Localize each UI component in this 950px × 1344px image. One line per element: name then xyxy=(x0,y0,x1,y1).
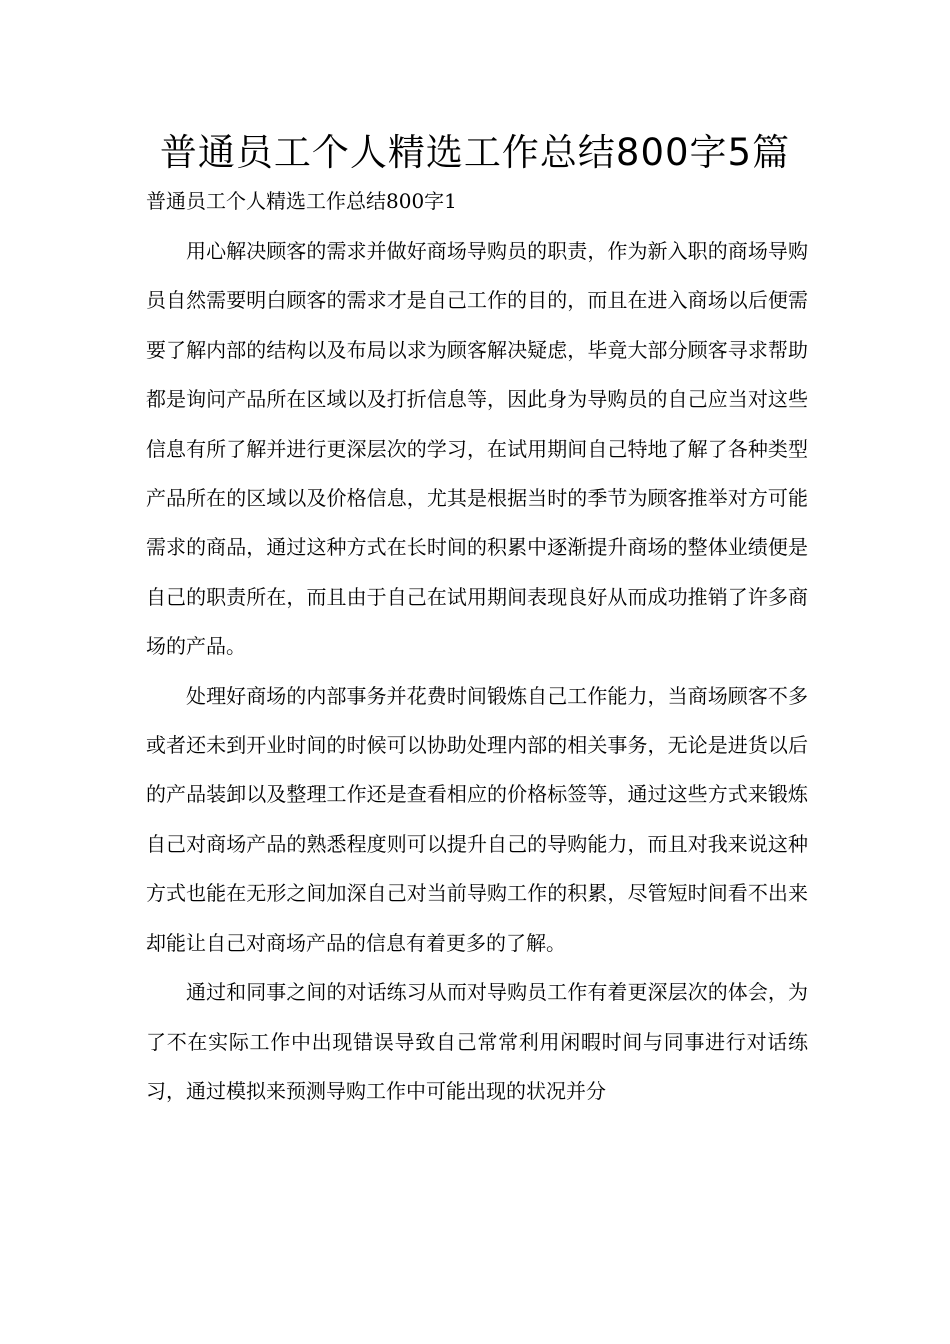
body-paragraph-1: 用心解决顾客的需求并做好商场导购员的职责，作为新入职的商场导购员自然需要明白顾客的需求才是自己工作的目的，而且在进入商场以后便需要了解内部的结构以及布局以求为顾客解决疑虑，毕竟大部分顾客寻求帮助都是询问产品所在区域以及打折信息等，因此身为导购员的自己应当对这些信息有所了解并进行更深层次的学习，在试用期间自己特地了解了各种类型产品所在的区域以及价格信息，尤其是根据当时的季节为顾客推举对方可能需求的商品，通过这种方式在长时间的积累中逐渐提升商场的整体业绩便是自己的职责所在，而且由于自己在试用期间表现良好从而成功推销了许多商场的产品。 xyxy=(146,239,808,659)
body-paragraph-3: 通过和同事之间的对话练习从而对导购员工作有着更深层次的体会，为了不在实际工作中出现错误导致自己常常利用闲暇时间与同事进行对话练习，通过模拟来预测导购工作中可能出现的状况并分 xyxy=(146,980,808,1103)
document-title: 普通员工个人精选工作总结800字5篇 xyxy=(159,131,791,174)
document-body xyxy=(146,227,808,1116)
section-heading: 普通员工个人精选工作总结800字1 xyxy=(146,189,457,213)
body-paragraph-2: 处理好商场的内部事务并花费时间锻炼自己工作能力，当商场顾客不多或者还未到开业时间的时候可以协助处理内部的相关事务，无论是进货以后的产品装卸以及整理工作还是查看相应的价格标签等，通过这些方式来锻炼自己对商场产品的熟悉程度则可以提升自己的导购能力，而且对我来说这种方式也能在无形之间加深自己对当前导购工作的积累，尽管短时间看不出来却能让自己对商场产品的信息有着更多的了解。 xyxy=(146,683,808,955)
